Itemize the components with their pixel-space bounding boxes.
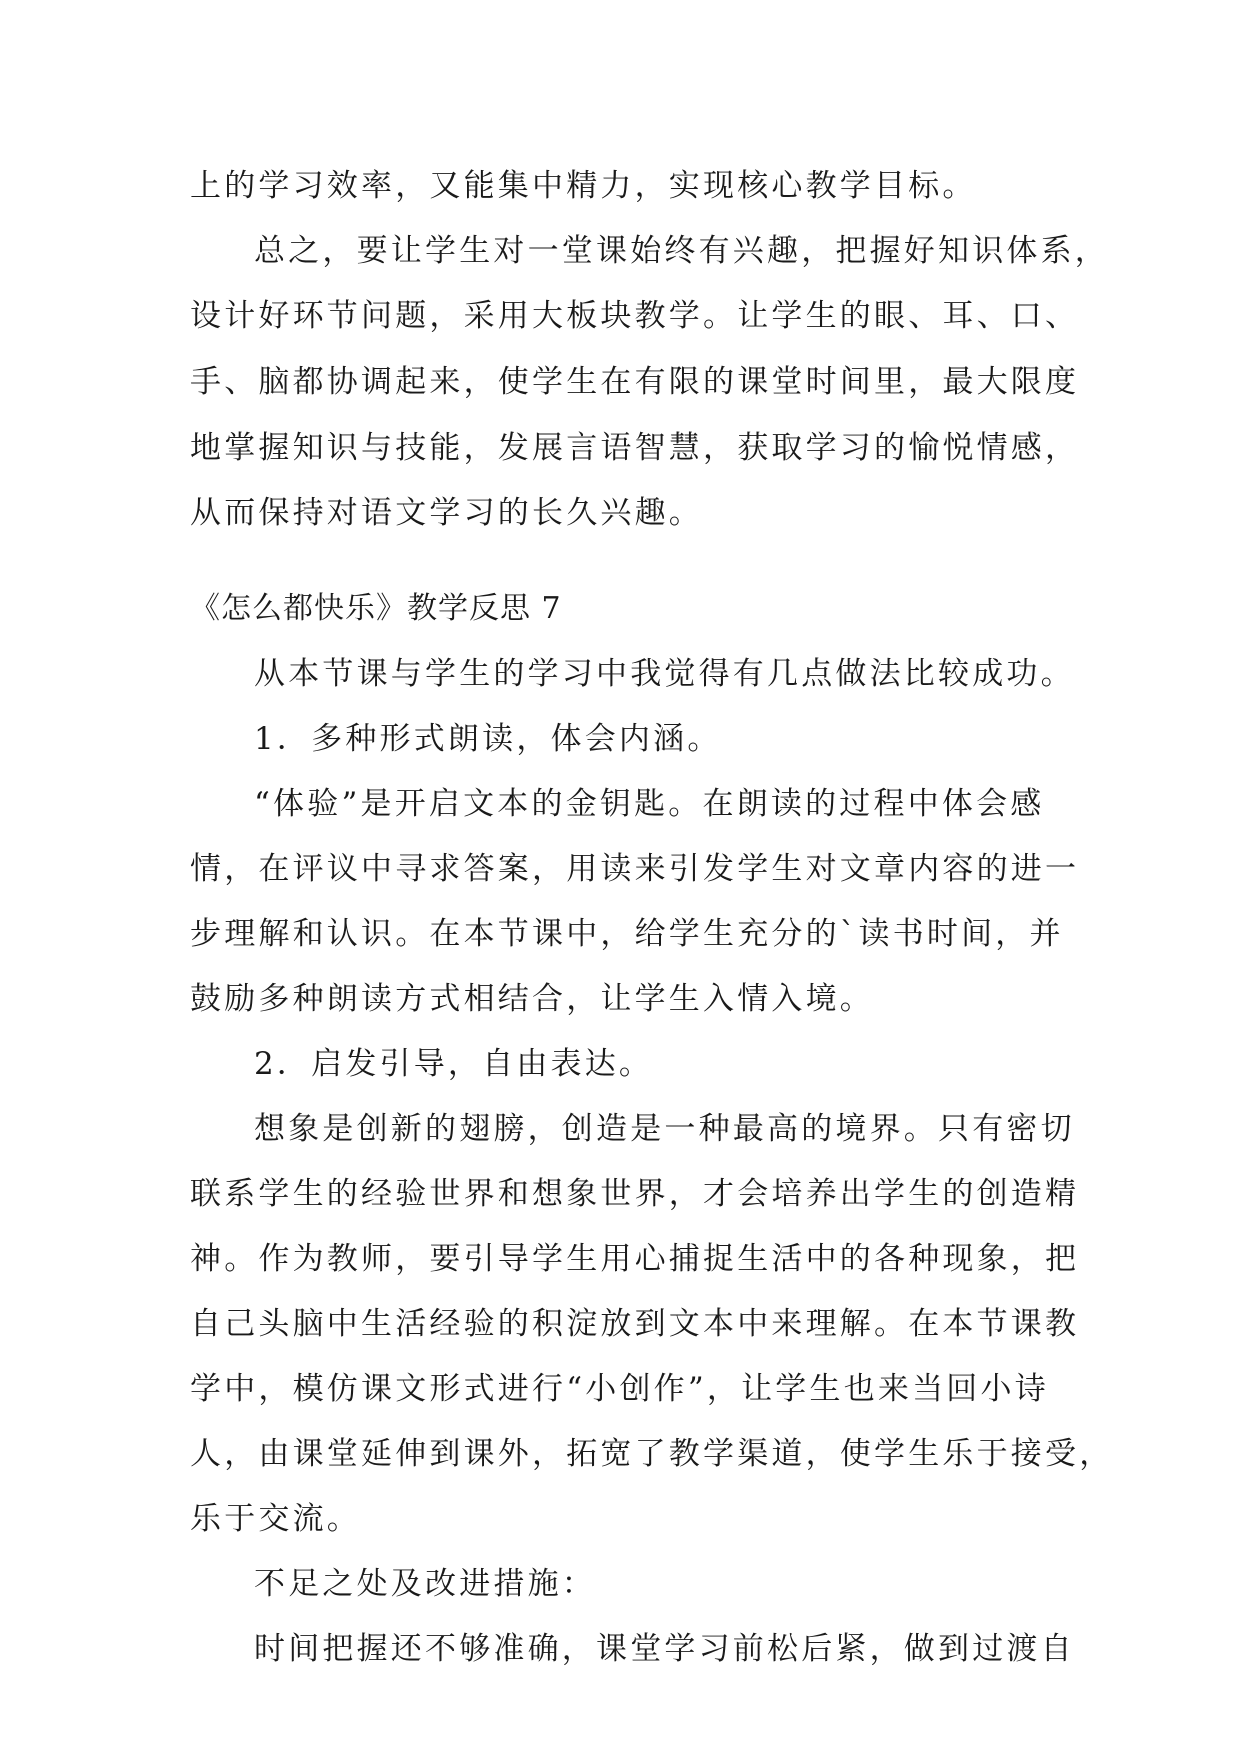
paragraph-line: 时间把握还不够准确，课堂学习前松后紧，做到过渡自 [254, 1631, 1075, 1667]
list-item: 2．启发引导，自由表达。 [254, 1046, 654, 1082]
paragraph-line: 情，在评议中寻求答案，用读来引发学生对文章内容的进一 [190, 851, 1080, 887]
paragraph-line: 神。作为教师，要引导学生用心捕捉生活中的各种现象，把 [190, 1241, 1080, 1277]
paragraph-line: 学中，模仿课文形式进行“小创作”，让学生也来当回小诗 [190, 1371, 1049, 1407]
paragraph-line: 乐于交流。 [190, 1501, 361, 1537]
paragraph-line: 设计好环节问题，采用大板块教学。让学生的眼、耳、口、 [190, 298, 1080, 334]
paragraph-line: 从本节课与学生的学习中我觉得有几点做法比较成功。 [254, 656, 1075, 692]
paragraph-line: 步理解和认识。在本节课中，给学生充分的`读书时间，并 [190, 916, 1064, 952]
paragraph-line: 上的学习效率，又能集中精力，实现核心教学目标。 [190, 168, 977, 204]
paragraph-line: “体验”是开启文本的金钥匙。在朗读的过程中体会感 [254, 786, 1045, 822]
section-heading: 《怎么都快乐》教学反思 7 [190, 591, 562, 626]
paragraph-line: 从而保持对语文学习的长久兴趣。 [190, 495, 703, 531]
paragraph-line: 联系学生的经验世界和想象世界，才会培养出学生的创造精 [190, 1176, 1080, 1212]
paragraph-line: 想象是创新的翅膀，创造是一种最高的境界。只有密切 [254, 1111, 1075, 1147]
paragraph-line: 不足之处及改进措施： [254, 1566, 596, 1602]
list-item: 1．多种形式朗读，体会内涵。 [254, 721, 722, 757]
paragraph-line: 手、脑都协调起来，使学生在有限的课堂时间里，最大限度 [190, 364, 1080, 400]
paragraph-line: 总之，要让学生对一堂课始终有兴趣，把握好知识体系， [254, 233, 1109, 269]
paragraph-line: 地掌握知识与技能，发展言语智慧，获取学习的愉悦情感， [190, 430, 1080, 466]
paragraph-line: 人，由课堂延伸到课外，拓宽了教学渠道，使学生乐于接受， [190, 1436, 1114, 1472]
paragraph-line: 自己头脑中生活经验的积淀放到文本中来理解。在本节课教 [190, 1306, 1080, 1342]
paragraph-line: 鼓励多种朗读方式相结合，让学生入情入境。 [190, 981, 874, 1017]
